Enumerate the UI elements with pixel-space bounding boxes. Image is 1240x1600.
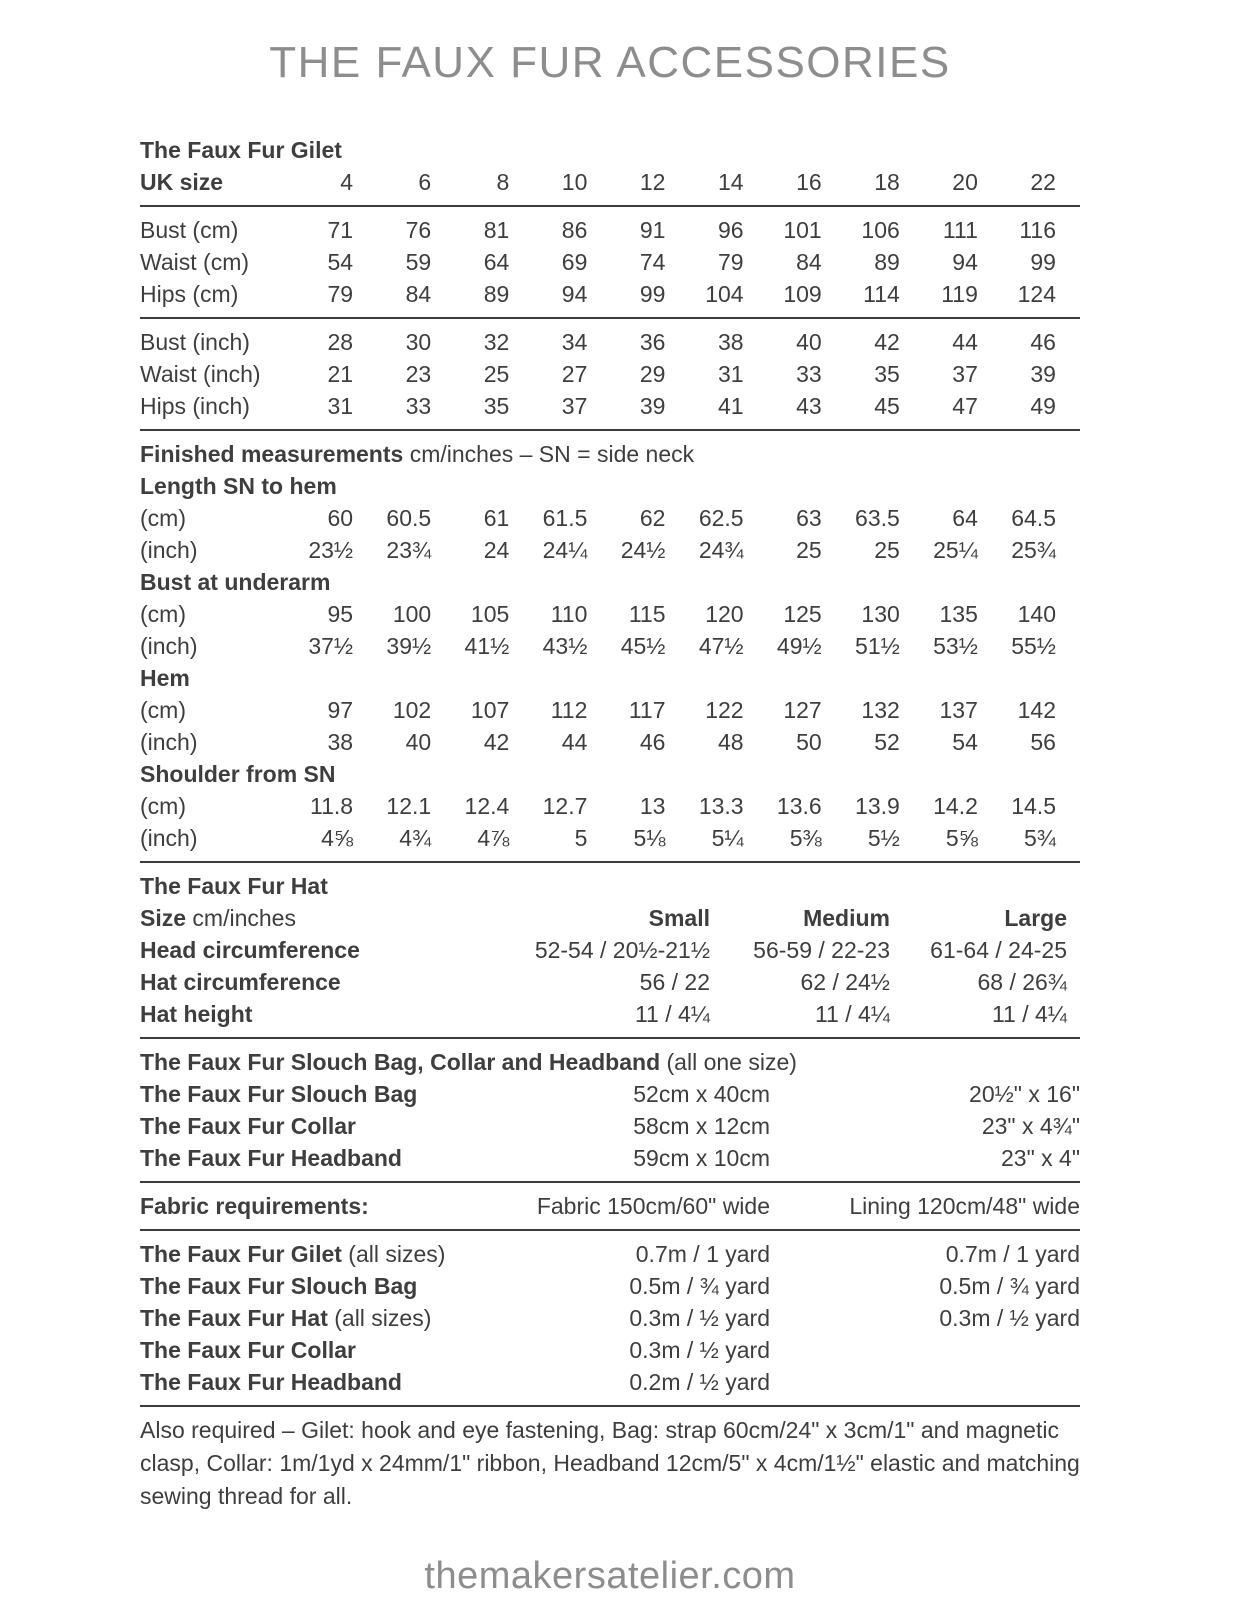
finished-measurement-row [140,822,1080,854]
fabric-row [140,1334,1080,1366]
row-value: 49½ [776,633,822,659]
row-label: Bust (cm) [140,217,239,243]
accessories-title-rest: (all one size) [660,1049,797,1075]
row-value: 14 [718,169,744,195]
row-value: 60.5 [386,505,432,531]
row-value: 132 [861,697,900,723]
row-value: 44 [561,729,588,755]
row-value: 20 [952,169,978,195]
fabric-requirements-label: Fabric requirements: [140,1193,369,1219]
row-value: 62 [639,505,666,531]
row-value: 110 [550,601,588,627]
row-value: 54 [327,249,354,275]
finished-measurement-row [140,502,1080,534]
row-value: 91 [639,217,666,243]
row-value: 29 [639,361,666,387]
row-value: 4¾ [399,825,432,851]
row-value: 61 [483,505,510,531]
row-label: Hat height [140,1001,253,1027]
row-value: 117 [628,697,666,723]
row-label [140,1238,480,1270]
fabric-amount: 0.5m / ¾ yard [629,1273,770,1299]
row-value: 14.2 [933,793,978,819]
measurement-group-name: Shoulder from SN [140,761,336,787]
fabric-row-label-bold: The Faux Fur Headband [140,1369,402,1395]
row-value: 127 [783,697,822,723]
accessory-row [140,1078,1080,1110]
row-value: 130 [861,601,900,627]
row-value: 10 [561,169,588,195]
row-value: 12.4 [464,793,510,819]
row-value: 46 [1030,329,1056,355]
finished-measurement-row [140,598,1080,630]
row-value: 24¾ [698,537,744,563]
row-value: 11 / 4¼ [814,1001,890,1027]
hat-size-label-rest: cm/inches [186,905,296,931]
row-value: 13.6 [776,793,822,819]
row-value: 84 [405,281,432,307]
row-value: 33 [405,393,432,419]
row-value: 18 [874,169,900,195]
row-value: 37½ [308,633,354,659]
hat-column-header: Large [1004,905,1067,931]
divider-rule [140,317,1080,319]
row-label: Waist (inch) [140,361,261,387]
row-label: Hips (inch) [140,393,250,419]
row-label [140,1334,480,1366]
row-value: 5 [574,825,588,851]
row-label: (cm) [140,505,186,531]
row-value: 94 [561,281,588,307]
row-value: 107 [470,697,510,723]
fabric-row-label-bold: The Faux Fur Gilet [140,1241,342,1267]
row-value: 5¾ [1024,825,1056,851]
row-value: 16 [796,169,822,195]
row-value: 142 [1017,697,1056,723]
row-value: 105 [470,601,510,627]
row-value: 11.8 [310,793,354,819]
row-value: 59 [405,249,432,275]
row-value: 76 [405,217,432,243]
hat-row [140,966,1080,998]
row-value: 5½ [867,825,900,851]
hat-row [140,934,1080,966]
row-value: 96 [718,217,744,243]
row-value: 74 [639,249,666,275]
gilet-section-title: The Faux Fur Gilet [140,137,342,163]
fabric-row-label-rest: (all sizes) [327,1305,432,1331]
row-label: Bust (inch) [140,329,250,355]
row-value: 47 [952,393,978,419]
row-value: 28 [327,329,354,355]
row-label: (inch) [140,633,198,659]
row-label: The Faux Fur Slouch Bag [140,1081,418,1107]
row-value: 109 [783,281,822,307]
accessory-row [140,1142,1080,1174]
row-label: Hat circumference [140,969,341,995]
row-value: 43 [796,393,822,419]
gilet-size-header-row [140,166,1080,198]
row-value: 35 [874,361,900,387]
row-value: 61.5 [542,505,588,531]
lining-amount: 0.7m / 1 yard [945,1241,1080,1267]
divider-rule [140,1037,1080,1039]
fabric-amount: 0.7m / 1 yard [635,1241,770,1267]
row-value: 40 [796,329,822,355]
row-value: 104 [705,281,744,307]
row-value: 41 [718,393,744,419]
page-title: THE FAUX FUR ACCESSORIES [269,38,951,87]
row-value: 4⅞ [477,825,510,851]
row-label: (inch) [140,729,198,755]
row-value: 137 [939,697,978,723]
row-value: 43½ [542,633,588,659]
row-value: 54 [952,729,978,755]
row-value: 25¾ [1011,537,1056,563]
row-value: 135 [939,601,978,627]
row-value: 30 [405,329,432,355]
row-value: 23½ [308,537,354,563]
row-value: 5⅝ [945,825,978,851]
row-value: 116 [1019,217,1056,243]
row-value: 25¼ [933,537,978,563]
row-value: 12 [639,169,666,195]
hat-section-title: The Faux Fur Hat [140,873,328,899]
row-label [140,1302,480,1334]
row-value: 49 [1030,393,1056,419]
row-value: 40 [405,729,432,755]
row-value: 23¾ [386,537,432,563]
row-value: 42 [483,729,510,755]
row-value: 81 [483,217,510,243]
divider-rule [140,1405,1080,1407]
row-value: 45 [874,393,900,419]
row-value: 25 [483,361,510,387]
row-value: 99 [1030,249,1056,275]
row-value: 33 [796,361,822,387]
row-value: 12.1 [386,793,432,819]
row-value: 11 / 4¼ [634,1001,710,1027]
row-value: 112 [550,697,588,723]
lining-width-header: Lining 120cm/48" wide [849,1193,1080,1219]
fabric-row-label-bold: The Faux Fur Hat [140,1305,328,1331]
row-value: 13 [639,793,666,819]
footer-url: themakersatelier.com [424,1555,796,1597]
row-value: 35 [483,393,510,419]
gilet-cm-row [140,214,1080,246]
row-value: 71 [327,217,354,243]
divider-rule [140,1181,1080,1183]
row-value: 114 [863,281,900,307]
gilet-inch-row [140,390,1080,422]
fabric-amount: 0.3m / ½ yard [629,1305,770,1331]
row-value: 63.5 [855,505,900,531]
row-value: 52-54 / 20½-21½ [534,937,710,963]
accessories-title-bold: The Faux Fur Slouch Bag, Collar and Headband [140,1049,661,1075]
finished-measurement-row [140,694,1080,726]
notes-paragraph: Also required – Gilet: hook and eye fastening, Bag: strap 60cm/24" x 3cm/1" and magnetic clasp, Collar: 1m/1yd x 24mm/1" ribbon, Headband 12cm/5" x 4cm/1½" elastic and matching sewing thread for all. [140,1417,1080,1509]
row-value: 4⅝ [321,825,354,851]
row-value: 122 [705,697,744,723]
gilet-cm-row [140,278,1080,310]
row-label: The Faux Fur Collar [140,1113,356,1139]
row-label: Waist (cm) [140,249,250,275]
row-value: 6 [418,169,432,195]
measurement-group-name: Hem [140,665,190,691]
fabric-row [140,1270,1080,1302]
row-value: 32 [483,329,510,355]
fabric-row [140,1302,1080,1334]
row-value: 38 [327,729,354,755]
row-value: 62 / 24½ [800,969,890,995]
measurement-group-name: Length SN to hem [140,473,337,499]
lining-amount [770,1334,1080,1366]
row-value: 47½ [698,633,744,659]
row-label: The Faux Fur Headband [140,1145,402,1171]
row-value: 62.5 [698,505,744,531]
row-label: (cm) [140,697,186,723]
row-value: 31 [718,361,744,387]
row-value: 95 [327,601,354,627]
row-value: 99 [639,281,666,307]
row-value: 51½ [855,633,900,659]
row-label: (cm) [140,793,186,819]
imperial-size: 23" x 4" [1001,1145,1080,1171]
row-value: 84 [796,249,822,275]
row-value: 89 [874,249,900,275]
row-value: 101 [783,217,822,243]
divider-rule [140,429,1080,431]
row-value: 37 [561,393,588,419]
row-value: 124 [1017,281,1056,307]
row-value: 140 [1017,601,1056,627]
row-value: 42 [874,329,900,355]
row-value: 23 [405,361,432,387]
row-value: 79 [718,249,744,275]
hat-column-header: Small [648,905,710,931]
row-value: 13.9 [855,793,900,819]
finished-heading-bold: Finished measurements [140,441,404,467]
finished-measurements-heading [140,438,1080,470]
row-value: 106 [861,217,900,243]
metric-size: 58cm x 12cm [633,1113,770,1139]
finished-measurement-row [140,726,1080,758]
accessory-row [140,1110,1080,1142]
row-value: 86 [561,217,588,243]
row-value: 38 [718,329,744,355]
row-value: 48 [718,729,744,755]
imperial-size: 20½" x 16" [969,1081,1080,1107]
row-value: 21 [327,361,354,387]
row-value: 8 [496,169,510,195]
hat-column-header: Medium [803,905,890,931]
row-value: 120 [705,601,744,627]
row-label: Hips (cm) [140,281,239,307]
row-value: 39 [639,393,666,419]
row-value: 11 / 4¼ [991,1001,1067,1027]
hat-size-label-bold: Size [140,905,187,931]
fabric-requirements-header-row [140,1190,1080,1222]
row-value: 111 [942,217,978,243]
divider-rule [140,861,1080,863]
lining-amount: 0.3m / ½ yard [939,1305,1080,1331]
row-value: 5⅛ [633,825,666,851]
row-value: 24¼ [542,537,588,563]
row-value: 119 [941,281,978,307]
row-value: 27 [561,361,588,387]
hat-size-header-row [140,902,1080,934]
row-label [140,1366,480,1398]
row-value: 61-64 / 24-25 [930,937,1067,963]
row-value: 25 [874,537,900,563]
row-value: 41½ [464,633,510,659]
row-value: 56-59 / 22-23 [753,937,890,963]
fabric-row-label-bold: The Faux Fur Slouch Bag [140,1273,418,1299]
row-value: 64 [952,505,978,531]
row-value: 69 [561,249,588,275]
row-value: 14.5 [1011,793,1056,819]
imperial-size: 23" x 4¾" [981,1113,1080,1139]
gilet-cm-row [140,246,1080,278]
finished-heading-rest: cm/inches – SN = side neck [403,441,695,467]
row-value: 56 [1030,729,1056,755]
finished-measurement-row [140,534,1080,566]
row-value: 12.7 [542,793,588,819]
row-value: 4 [340,169,354,195]
row-value: 100 [392,601,432,627]
row-value: 39½ [386,633,432,659]
fabric-row-label-bold: The Faux Fur Collar [140,1337,356,1363]
row-value: 64.5 [1011,505,1056,531]
lining-amount: 0.5m / ¾ yard [939,1273,1080,1299]
row-value: 55½ [1011,633,1056,659]
row-value: 37 [952,361,978,387]
row-value: 79 [327,281,354,307]
row-value: 24 [483,537,510,563]
row-value: 94 [952,249,978,275]
row-value: 5¼ [711,825,744,851]
row-label: (inch) [140,825,198,851]
row-value: 31 [327,393,354,419]
gilet-inch-row [140,326,1080,358]
row-value: 63 [796,505,822,531]
row-label: (cm) [140,601,186,627]
row-value: 34 [561,329,588,355]
fabric-width-header: Fabric 150cm/60" wide [536,1193,770,1219]
divider-rule [140,1229,1080,1231]
hat-row [140,998,1080,1030]
row-value: 125 [783,601,822,627]
row-value: 36 [639,329,666,355]
measurement-group-name: Bust at underarm [140,569,331,595]
row-value: 53½ [933,633,978,659]
row-value: 115 [628,601,666,627]
metric-size: 59cm x 10cm [633,1145,770,1171]
hat-size-label [140,902,510,934]
row-label: UK size [140,169,224,195]
divider-rule [140,205,1080,207]
row-value: 56 / 22 [639,969,710,995]
row-label: Head circumference [140,937,360,963]
row-value: 45½ [620,633,666,659]
fabric-amount: 0.2m / ½ yard [629,1369,770,1395]
metric-size: 52cm x 40cm [633,1081,770,1107]
row-value: 24½ [620,537,666,563]
row-value: 50 [796,729,822,755]
gilet-inch-row [140,358,1080,390]
row-value: 39 [1030,361,1056,387]
fabric-row [140,1238,1080,1270]
size-chart-sheet [140,134,1080,1513]
finished-measurement-row [140,630,1080,662]
row-value: 68 / 26¾ [977,969,1067,995]
row-value: 52 [874,729,900,755]
fabric-amount: 0.3m / ½ yard [629,1337,770,1363]
row-value: 89 [483,281,510,307]
row-value: 22 [1030,169,1056,195]
row-value: 44 [952,329,978,355]
row-value: 102 [392,697,432,723]
row-value: 60 [327,505,354,531]
row-label [140,1270,480,1302]
fabric-row [140,1366,1080,1398]
accessories-section-title [140,1046,1080,1078]
row-value: 46 [639,729,666,755]
finished-measurement-row [140,790,1080,822]
row-value: 64 [483,249,510,275]
row-label: (inch) [140,537,198,563]
lining-amount [770,1366,1080,1398]
row-value: 5⅜ [789,825,822,851]
row-value: 13.3 [698,793,744,819]
row-value: 97 [327,697,354,723]
fabric-row-label-rest: (all sizes) [341,1241,446,1267]
row-value: 25 [796,537,822,563]
